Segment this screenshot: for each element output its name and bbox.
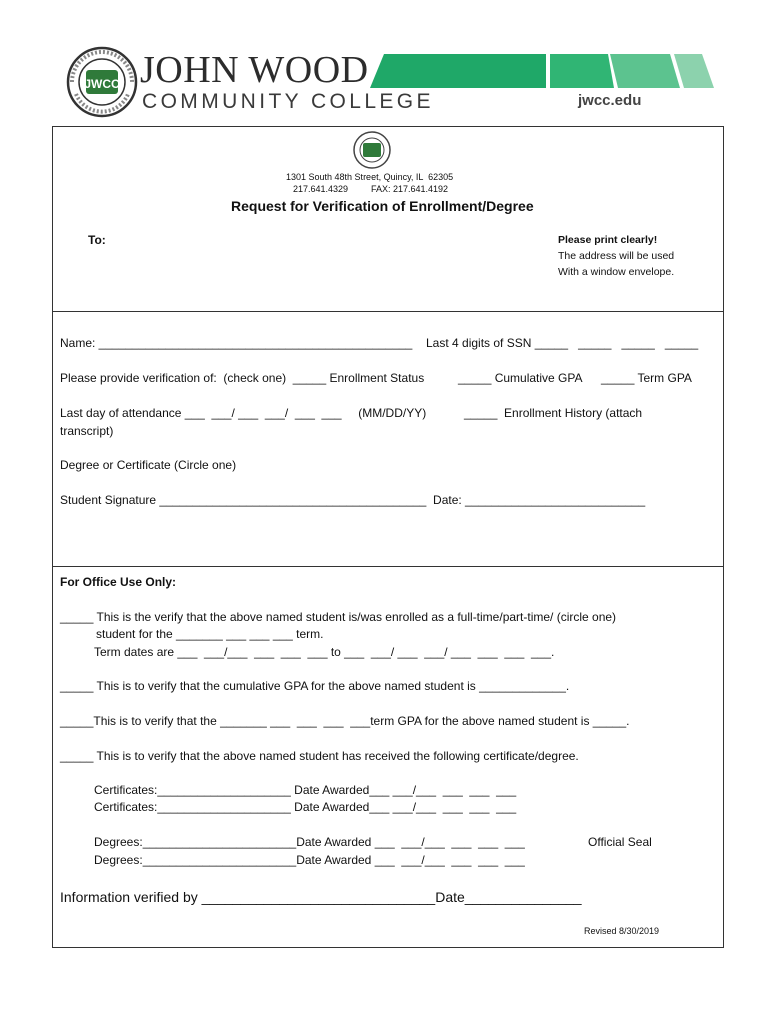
enrollment-history-option[interactable]: _____ Enrollment History (attach — [464, 406, 643, 420]
revision-date: Revised 8/30/2019 — [584, 926, 660, 936]
cumulative-gpa-verify-item[interactable]: _____ This is to verify that the cumulative GPA for the above named student is _____________. — [60, 679, 570, 693]
college-website: jwcc.edu — [578, 92, 642, 109]
enrollment-verify-item[interactable]: _____ This is the verify that the above named student is/was enrolled as a full-time/part-time/ (circle one) — [60, 610, 617, 624]
letterhead — [0, 0, 770, 120]
address-note-line3: With a window envelope. — [558, 266, 675, 278]
degree-certificate-option[interactable]: Degree or Certificate (Circle one) — [60, 458, 237, 472]
to-label: To: — [88, 233, 106, 247]
ssn-field[interactable]: Last 4 digits of SSN _____ _____ _____ _____ — [426, 336, 699, 350]
divider-top-section — [52, 311, 724, 312]
term-gpa-verify-item[interactable]: _____This is to verify that the _______ ___ ___ ___ ___term GPA for the above named student is _____. — [60, 714, 630, 728]
college-name-line1: JOHN WOOD — [140, 49, 369, 91]
office-use-heading: For Office Use Only: — [60, 575, 177, 589]
last-day-attendance-field[interactable]: Last day of attendance ___ ___/ ___ ___/ ___ ___ (MM/DD/YY) — [60, 406, 427, 420]
form-seal-icon — [349, 130, 395, 170]
divider-office-section — [52, 566, 724, 567]
degree-line-1[interactable]: Degrees:_______________________Date Awarded ___ ___/___ ___ ___ ___ — [94, 835, 525, 849]
brand-stripes — [370, 54, 720, 88]
student-signature-field[interactable]: Student Signature ________________________________________ Date: ___________________________ — [60, 493, 646, 507]
enrollment-term-line[interactable]: student for the _______ ___ ___ ___ term. — [96, 627, 324, 641]
degree-verify-item[interactable]: _____ This is to verify that the above named student has received the following certificate/degree. — [60, 749, 579, 763]
college-seal-logo — [66, 44, 138, 120]
term-gpa-option[interactable]: _____ Term GPA — [601, 371, 692, 385]
address-note-line2: The address will be used — [558, 250, 675, 262]
term-dates-line[interactable]: Term dates are ___ ___/___ ___ ___ ___ to ___ ___/ ___ ___/ ___ ___ ___ ___. — [94, 645, 555, 659]
print-clearly-note: Please print clearly! — [558, 234, 658, 246]
form-title: Request for Verification of Enrollment/Degree — [231, 198, 534, 214]
transcript-label: transcript) — [60, 424, 114, 438]
certificate-line-2[interactable]: Certificates:____________________ Date Awarded___ ___/___ ___ ___ ___ — [94, 800, 517, 814]
to-address-field[interactable] — [120, 230, 540, 300]
name-field[interactable]: Name: _______________________________________________ — [60, 336, 413, 350]
cumulative-gpa-option[interactable]: _____ Cumulative GPA — [458, 371, 583, 385]
enrollment-status-option[interactable]: Please provide verification of: (check one) _____ Enrollment Status — [60, 371, 425, 385]
college-address: 1301 South 48th Street, Quincy, IL 62305 — [286, 172, 454, 182]
information-verified-by-field[interactable]: Information verified by ______________________________Date_______________ — [60, 889, 582, 905]
official-seal-label: Official Seal — [588, 835, 652, 849]
degree-line-2[interactable]: Degrees:_______________________Date Awarded ___ ___/___ ___ ___ ___ — [94, 853, 525, 867]
college-name-line2: COMMUNITY COLLEGE — [142, 90, 434, 113]
college-phone: 217.641.4329 — [293, 184, 349, 194]
college-fax: FAX: 217.641.4192 — [371, 184, 449, 194]
certificate-line-1[interactable]: Certificates:____________________ Date Awarded___ ___/___ ___ ___ ___ — [94, 783, 517, 797]
logo-text: JWCC — [84, 77, 120, 91]
